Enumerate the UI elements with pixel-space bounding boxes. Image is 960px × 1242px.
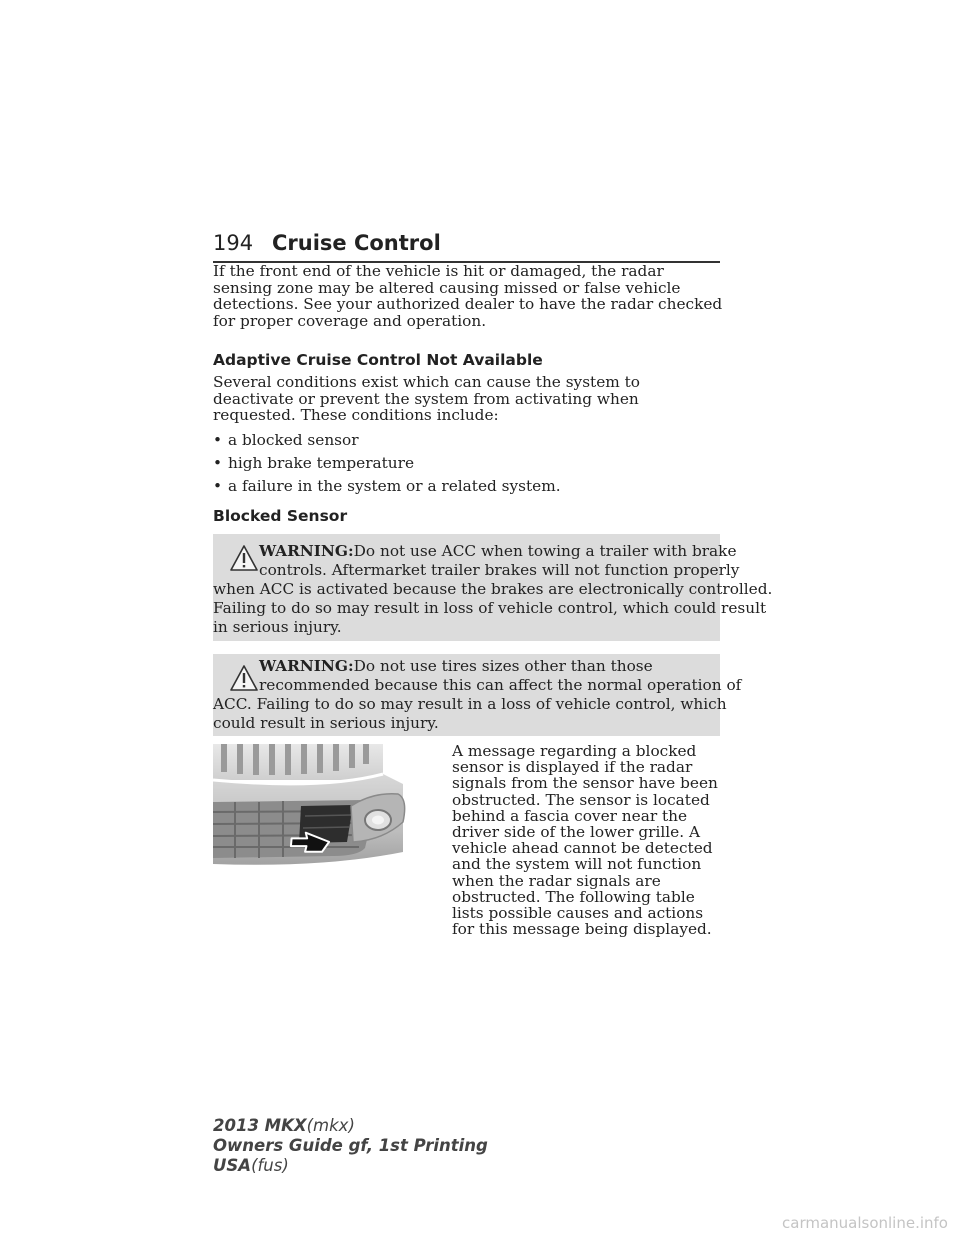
sensor-location-illustration — [213, 744, 438, 886]
warning-first-line: WARNING:Do not use ACC when towing a trailer with brake — [259, 542, 737, 560]
warning-line: controls. Aftermarket trailer brakes will not function properly — [259, 561, 740, 579]
list-item: • a blocked sensor — [213, 431, 359, 449]
page-number: 194 — [213, 231, 254, 255]
list-item: • high brake temperature — [213, 454, 415, 472]
footer-guide-line: Owners Guide gf, 1st Printing — [213, 1136, 488, 1155]
acc-not-available-heading: Adaptive Cruise Control Not Available — [213, 351, 543, 369]
watermark: carmanualsonline.info — [782, 1214, 948, 1232]
acc-not-available-paragraph: Several conditions exist which can cause the system to deactivate or prevent the system from activating when requested. These conditions include: — [213, 373, 640, 425]
warning-triangle-icon — [229, 664, 259, 692]
warning-first-line: WARNING:Do not use tires sizes other than those — [259, 657, 653, 675]
list-item: • a failure in the system or a related system. — [213, 477, 561, 495]
warning-line: ACC. Failing to do so may result in a loss of vehicle control, which — [213, 695, 727, 713]
blocked-sensor-description: A message regarding a blocked sensor is displayed if the radar signals from the sensor have been obstructed. The sensor is located behind a fascia cover near the driver side of the lower grille. A vehicle ahead cannot be detected and the system will not function when the radar signals are obstructed. The following table lists possible causes and actions for this message being displayed. — [452, 742, 718, 939]
conditions-list — [213, 432, 561, 501]
grille-illustration — [213, 744, 438, 886]
warning-box-tires — [213, 654, 742, 736]
warning-line: Failing to do so may result in loss of vehicle control, which could result — [213, 599, 767, 617]
bullet-icon: • — [213, 477, 223, 495]
section-title: Cruise Control — [272, 231, 441, 255]
bullet-icon: • — [213, 431, 223, 449]
intro-paragraph: If the front end of the vehicle is hit or damaged, the radar sensing zone may be altered causing missed or false vehicle detections. See your authorized dealer to have the radar checked for proper coverage and operation. — [213, 262, 723, 330]
warning-line: recommended because this can affect the normal operation of — [259, 676, 742, 694]
document-footer — [213, 1116, 488, 1176]
warning-triangle-icon — [229, 544, 259, 572]
warning-line: when ACC is activated because the brakes are electronically controlled. — [213, 580, 773, 598]
bullet-icon: • — [213, 454, 223, 472]
warning-line: in serious injury. — [213, 618, 342, 636]
footer-model-line: 2013 MKX(mkx) — [213, 1116, 355, 1135]
warning-box-towing — [213, 534, 773, 641]
blocked-sensor-heading: Blocked Sensor — [213, 507, 348, 525]
warning-line: could result in serious injury. — [213, 714, 439, 732]
page-header — [213, 231, 720, 263]
footer-market-line: USA(fus) — [213, 1156, 289, 1175]
